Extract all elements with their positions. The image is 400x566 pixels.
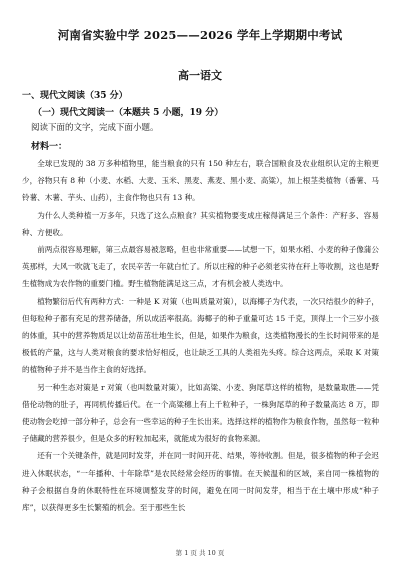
page-number-footer: 第 1 页 共 10 页 (175, 549, 225, 557)
passage-paragraph: 前两点很容易理解，第三点最容易被忽略，但也非常重要——试想一下，如果水稻、小麦的种子像蒲公英那样，大风一吹就飞走了，农民辛苦一年就白忙了。所以庄稼的种子必须老实待在秆上等收割，这也是野生植物成为农作物的重要门槛。野生植物能满足这三点，才有机会被人类选中。 (22, 245, 379, 289)
exam-title: 河南省实验中学 2025——2026 学年上学期期中考试 (57, 28, 343, 42)
section-heading: 一、现代文阅读（35 分） (22, 91, 128, 101)
passage-paragraph: 全球已发现的 38 万多种植物里，能当粮食的只有 150 种左右，联合国粮食及农业组织认定的主粮更少，谷物只有 8 种（小麦、水稻、大麦、玉米、黑麦、燕麦、黑小麦、高粱），加上根茎类植物（番薯、马铃薯、木薯、芋头、山药），主食作物也只有 13 种。 (22, 159, 379, 203)
subsection-heading: （一）现代文阅读一（本题共 5 小题，19 分） (33, 108, 224, 118)
reading-passage (22, 155, 379, 516)
material-label: 材料一： (31, 142, 68, 152)
reading-instruction: 阅读下面的文字，完成下面小题。 (31, 123, 159, 133)
passage-paragraph: 另一种生态对策是 r 对策（也叫数量对策），比如高粱、小麦、狗尾草这样的植物，是数量取胜——凭借伦动物的肚子，再同机传播后代。在一个高粱穗上有上千粒种子，一株狗尾草的种子数量高达 8 万，即使动物会吃掉一部分种子，总会有一些幸运的种子生长出来。选择这样的植物作为粮食作物，虽然每一粒种子储藏的营养很少，但是众多的籽粒加起来，就能成为很好的食物来源。 (22, 382, 379, 444)
passage-paragraph: 还有一个关键条件，就是同时发芽，并在同一时间开花、结果，等待收割。但是，很多植物的种子会迟进入休眠状态，“一年播种、十年除草”是农民经常会经历的事情。在天候温和的区域，来自同一株植物的种子会根据自身的休眠特性在环境调整发芽的时间，避免在同一时间发芽，相当于在土壤中形成“种子库”，以获得更多生长繁殖的机会。至于那些生长 (22, 451, 379, 513)
passage-paragraph: 为什么人类种植一万多年，只选了这么点粮食？其实植物要变成庄稼得满足三个条件：产籽多、容易种、方便收。 (22, 210, 379, 237)
exam-subject: 高一语文 (178, 69, 222, 82)
passage-paragraph: 植物繁衍后代有两种方式：一种是 K 对策（也叫质量对策），以海椰子为代表，一次只结很少的种子，但每粒种子都有充足的营养储备，所以成活率很高。海椰子的种子重量可达 15 千克，顶得上一个三岁小孩的体重，其中的营养物质足以让幼苗茁壮地生长，但是，如果作为粮食，这类植物漫长的生长时间带来的是极低的产量，这与人类对粮食的要求恰好相反，也让缺乏工具的人类祖先头疼。综合这两点，采取 K 对策的植物种子并不是当作主食的好选择。 (22, 296, 379, 375)
